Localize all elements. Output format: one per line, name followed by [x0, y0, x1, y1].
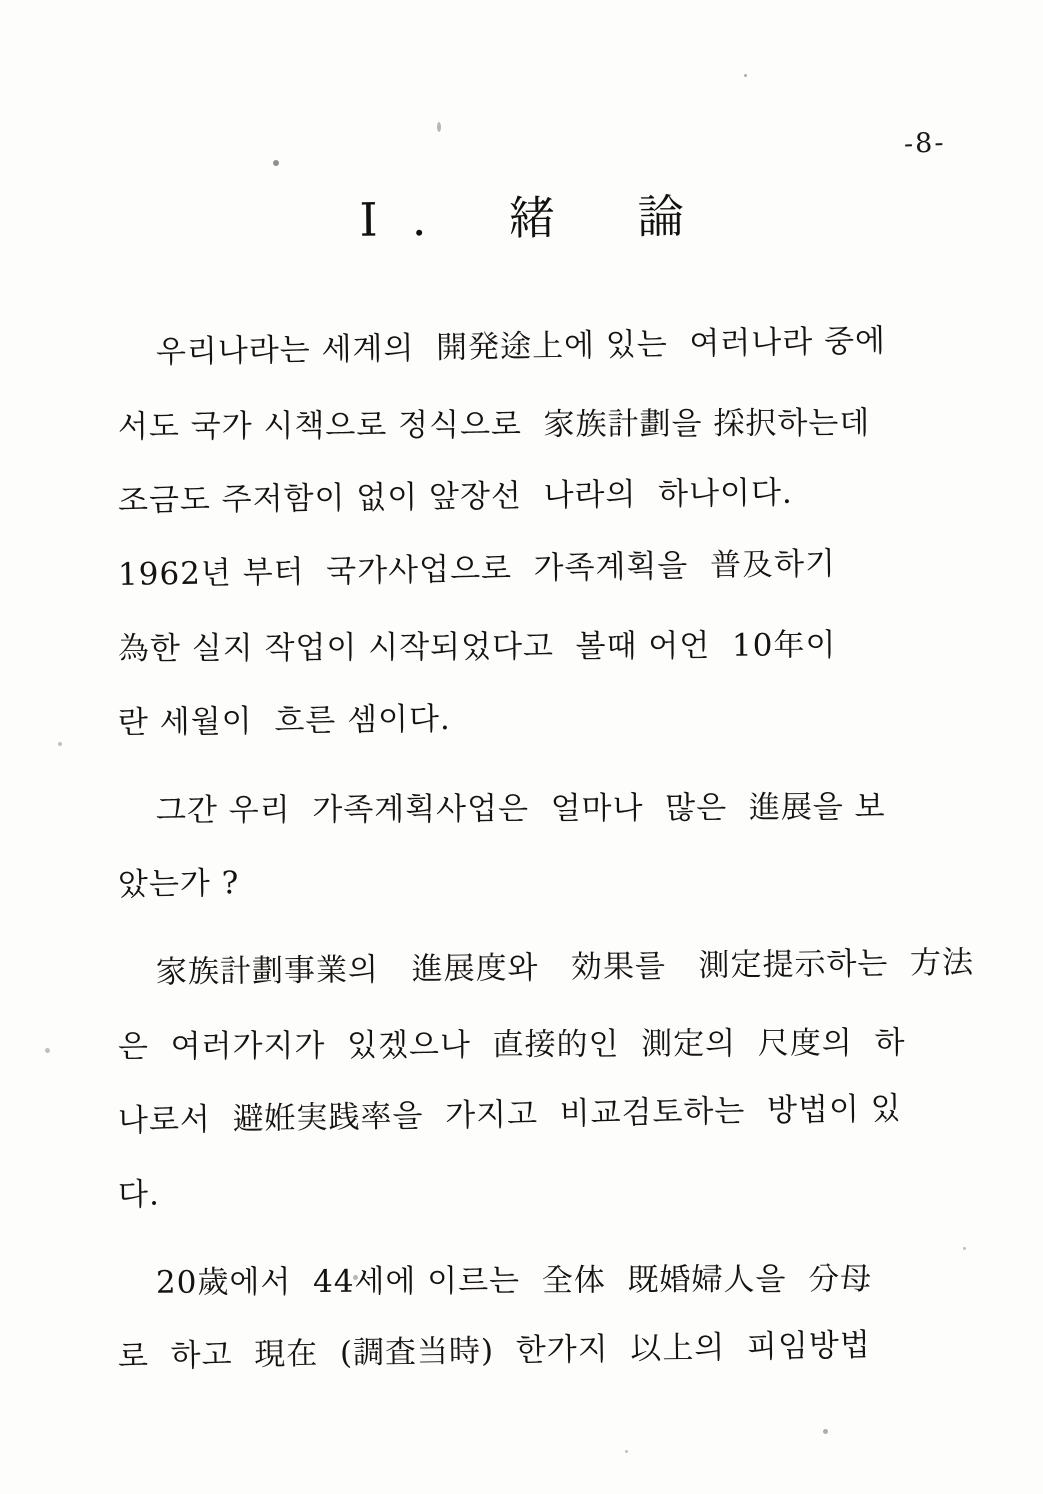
- scan-speck: [437, 122, 441, 132]
- scan-speck: [744, 74, 747, 77]
- paragraph: [118, 774, 930, 922]
- text-line: 았는가 ?: [117, 865, 240, 903]
- scan-speck: [823, 1429, 828, 1434]
- text-line: 1962년 부터 국가사업으로 가족계획을 普及하기: [117, 545, 837, 593]
- paragraph: [118, 316, 930, 760]
- text-line: 나로서 避姙実践率을 가지고 비교검토하는 방법이 있: [117, 1090, 902, 1139]
- scan-speck: [273, 160, 279, 166]
- text-line: 로 하고 現在 (調査当時) 한가지 以上의 피임방법: [117, 1327, 872, 1375]
- page-number: -8-: [903, 127, 946, 160]
- text-line: 은 여러가지가 있겠으나 直接的인 測定의 尺度의 하: [117, 1024, 906, 1065]
- scan-speck: [45, 1048, 50, 1053]
- text-line: 다.: [117, 1176, 161, 1213]
- scan-speck: [58, 742, 62, 746]
- document-body: [117, 316, 975, 1408]
- text-line: 란 세월이 흐른 셈이다.: [117, 700, 451, 741]
- page-title: I. 緒 論: [359, 188, 718, 247]
- scan-speck: [963, 1247, 966, 1250]
- text-line: 20歲에서 44세에 이르는 全体 既婚婦人을 分母: [155, 1261, 873, 1301]
- paragraph: [117, 936, 975, 1232]
- scan-speck: [625, 1450, 628, 1453]
- text-line: 조금도 주저함이 없이 앞장선 나라의 하나이다.: [117, 474, 793, 519]
- text-line: 그간 우리 가족계획사업은 얼마나 많은 進展을 보: [155, 788, 886, 829]
- text-line: 우리나라는 세계의 開発途上에 있는 여러나라 중에: [155, 322, 887, 371]
- text-line: 為한 실지 작업이 시작되었다고 볼때 어언 10年이: [117, 627, 837, 667]
- text-line: 서도 국가 시책으로 정식으로 家族計劃을 採択하는데: [117, 405, 871, 445]
- text-line: 家族計劃事業의 進展度와 効果를 測定提示하는 方法: [155, 944, 975, 991]
- paragraph: [118, 1246, 930, 1394]
